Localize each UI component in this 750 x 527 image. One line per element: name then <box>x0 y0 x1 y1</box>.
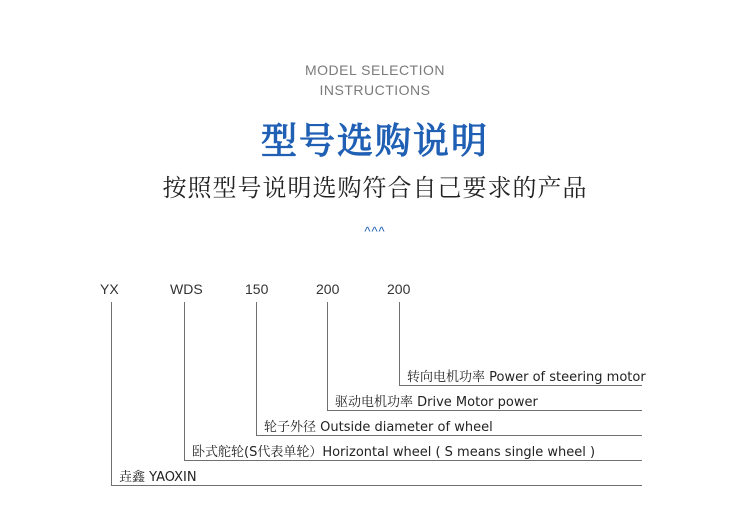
page-subtitle: 按照型号说明选购符合自己要求的产品 <box>162 174 588 202</box>
page-title: 型号选购说明 <box>260 121 489 162</box>
code-type: WDS <box>170 281 203 297</box>
code-diameter: 150 <box>245 281 269 297</box>
connector-horizontal-type <box>184 460 642 461</box>
desc-wheel-type: 卧式舵轮(S代表单轮）Horizontal wheel ( S means single wheel ) <box>192 445 596 460</box>
desc-wheel-diameter: 轮子外径 Outside diameter of wheel <box>264 420 493 435</box>
code-series: YX <box>100 281 119 297</box>
connector-horizontal-diameter <box>256 435 642 436</box>
connector-horizontal-steering <box>399 385 642 386</box>
code-drive-power: 200 <box>316 281 340 297</box>
desc-steering-power: 转向电机功率 Power of steering motor <box>407 370 646 385</box>
connector-vertical-diameter <box>256 302 257 436</box>
connector-horizontal-drive <box>327 410 642 411</box>
connector-horizontal-series <box>111 485 642 486</box>
desc-brand: 垚鑫 YAOXIN <box>119 470 197 485</box>
english-heading-line1: MODEL SELECTION <box>304 62 445 78</box>
connector-vertical-series <box>111 302 112 486</box>
connector-vertical-steering <box>399 302 400 386</box>
desc-drive-power: 驱动电机功率 Drive Motor power <box>335 395 538 410</box>
caret-decoration: ^^^ <box>364 224 386 239</box>
code-steering-power: 200 <box>387 281 411 297</box>
connector-vertical-drive <box>327 302 328 411</box>
connector-vertical-type <box>184 302 185 461</box>
english-heading-line2: INSTRUCTIONS <box>319 82 431 98</box>
